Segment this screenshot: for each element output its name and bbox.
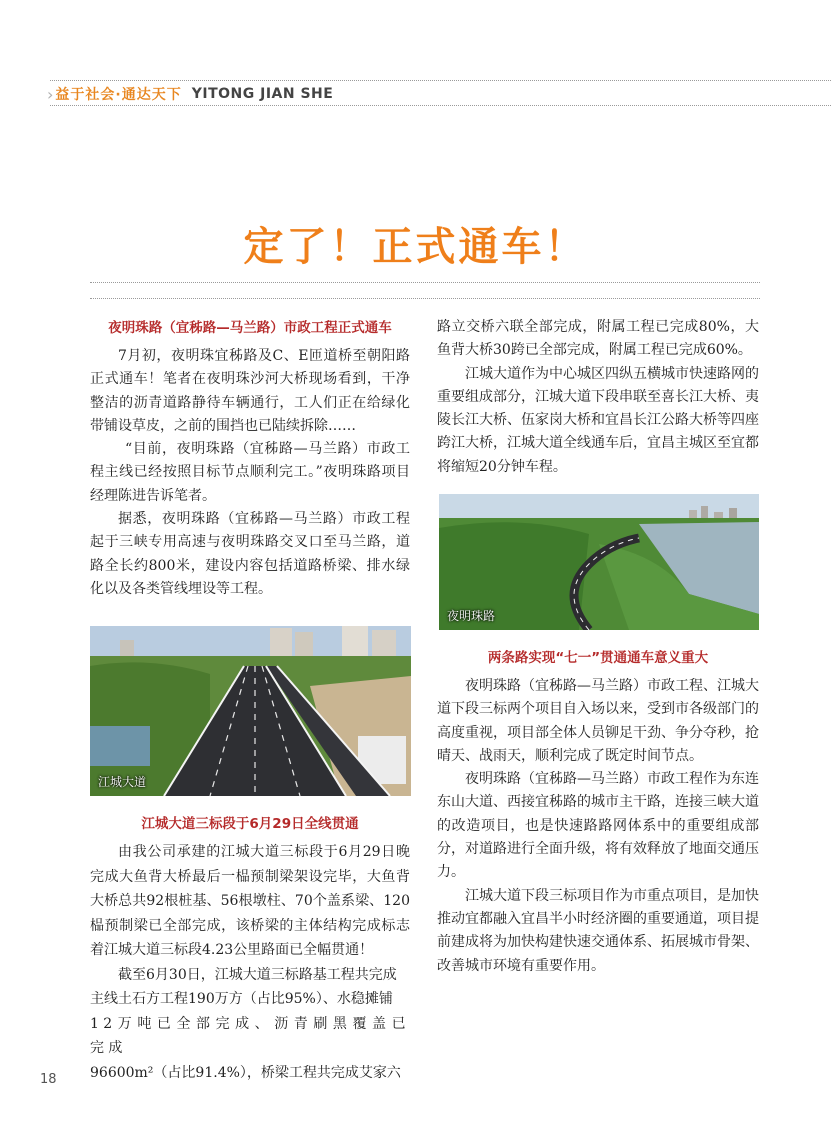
text-line: 96600m²（占比91.4%），桥梁工程共完成艾家六 [90,1064,401,1081]
paragraph: 夜明珠路（宜秭路—马兰路）市政工程作为东连东山大道、西接宜秭路的城市主干路，连接三峡大道的改造项目，也是快速路路网体系中的重要组成部分，对道路进行全面升级，将有效释放了地面交通压力。 [437,771,759,881]
section-name-cn: 益于社会·通达天下 [55,87,182,103]
page-title: 定了！正式通车！ [243,224,588,270]
section-title-jiangcheng: 江城大道三标段于6月29日全线贯通 [141,816,359,832]
section-name-en: YITONG JIAN SHE [191,86,334,102]
paragraph: 7月初，夜明珠宜秭路及C、E匝道桥至朝阳路正式通车！笔者在夜明珠沙河大桥现场看到，干净整洁的沥青道路静待车辆通行，工人们正在给绿化带铺设草皮，之前的围挡也已陆续拆除…… [90,348,410,434]
title-rule-1 [90,282,760,283]
photo-yemingzhu-road [439,494,759,630]
header-bottom-rule [50,105,831,106]
left-column-top [90,318,410,601]
photo-caption: 江城大道 [98,775,147,789]
paragraph-quote: “目前，夜明珠路（宜秭路—马兰路）市政工程主线已经按照目标节点顺利完工。”夜明珠路项目经理陈进告诉笔者。 [90,441,410,504]
page-number: 18 [40,1072,57,1087]
paragraph: 夜明珠路（宜秭路—马兰路）市政工程、江城大道下段三标两个项目自入场以来，受到市各级部门的高度重视，项目部全体人员铆足干劲、争分夺秒，抢晴天、战雨天，顺利完成了既定时间节点。 [437,678,759,764]
left-column-bottom [90,814,410,1085]
text-line: 截至6月30日，江城大道三标路基工程共完成 [118,966,397,983]
photo-caption: 夜明珠路 [447,609,496,623]
section-header [47,84,333,104]
section-title-yemingzhu: 夜明珠路（宜秭路—马兰路）市政工程正式通车 [108,320,392,336]
paragraph-justified [90,963,410,1086]
section-title-two-roads: 两条路实现“七一”贯通通车意义重大 [487,650,709,666]
chevron-right-icon: › [47,84,54,104]
photo-jiangcheng-avenue [90,626,411,796]
header-top-rule [50,80,831,81]
paragraph: 江城大道下段三标项目作为市重点项目，是加快推动宜都融入宜昌半小时经济圈的重要通道，项目提前建成将为加快构建快速交通体系、拓展城市骨架、改善城市环境有重要作用。 [437,887,759,974]
paragraph: 由我公司承建的江城大道三标段于6月29日晚完成大鱼背大桥最后一榀预制梁架设完毕，大鱼背大桥总共92根桩基、56根墩柱、70个盖系梁、120榀预制梁已全部完成，该桥梁的主体结构完成标志着江城大道三标段4.23公里路面已全幅贯通！ [90,844,410,958]
highway-aerial-image [90,626,411,796]
paragraph-continued: 路立交桥六联全部完成，附属工程已完成80%，大鱼背大桥30跨已全部完成，附属工程已完成60%。 [437,319,759,359]
title-rule-2 [90,298,760,299]
right-column-bottom [437,648,759,978]
text-line: 主线土石方工程190万方（占比95%）、水稳摊铺 [90,991,393,1007]
right-column-top [437,316,759,479]
paragraph: 江城大道作为中心城区四纵五横城市快速路网的重要组成部分，江城大道下段串联至喜长江大桥、夷陵长江大桥、伍家岗大桥和宜昌长江公路大桥等四座跨江大桥，江城大道全线通车后，宜昌主城区至宜都将缩短20分钟车程。 [437,365,759,475]
text-line: 12万吨已全部完成、沥青刷黑覆盖已完成 [90,1015,410,1056]
paragraph: 据悉，夜明珠路（宜秭路—马兰路）市政工程起于三峡专用高速与夜明珠路交叉口至马兰路，道路全长约800米，建设内容包括道路桥梁、排水绿化以及各类管线埋设等工程。 [90,511,410,597]
